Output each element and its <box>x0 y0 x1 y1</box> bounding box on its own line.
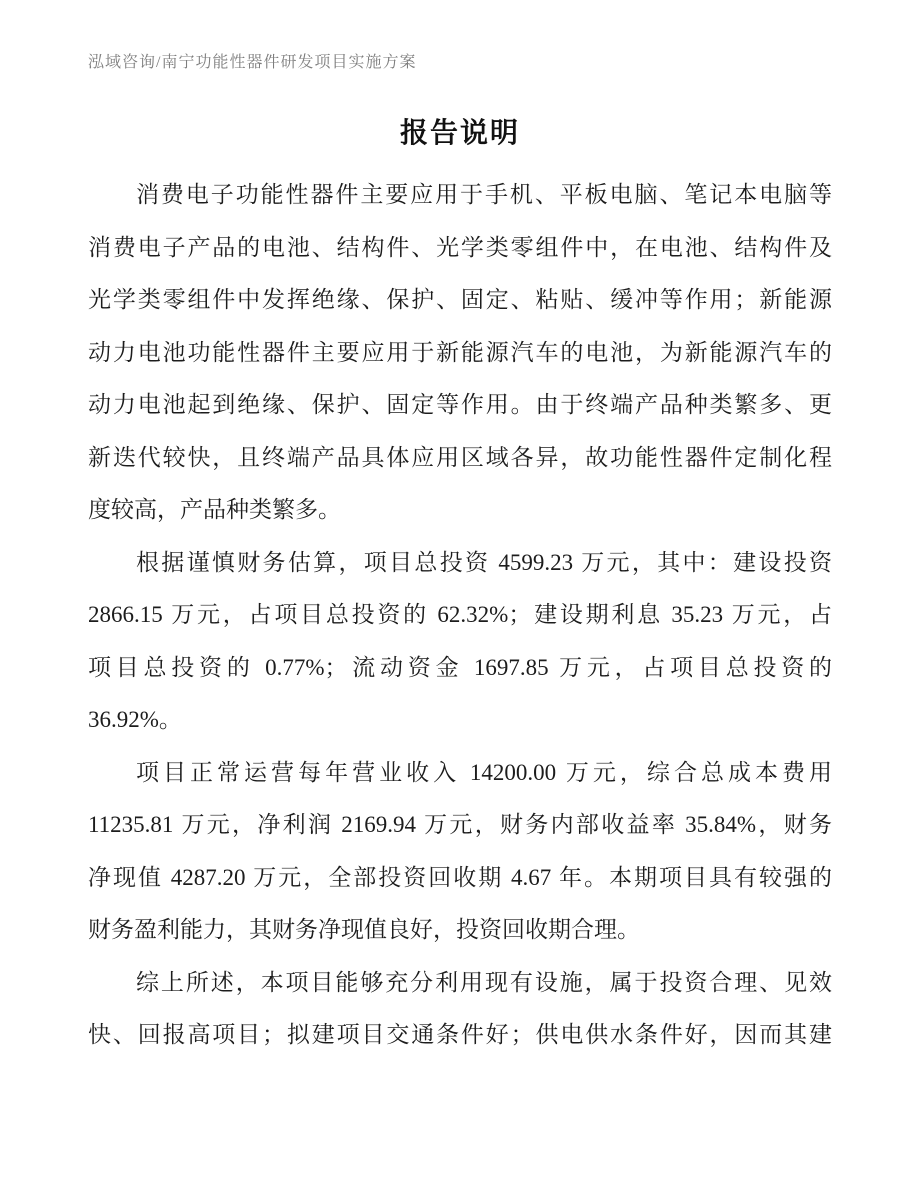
text-line: 消费电子功能性器件主要应用于手机、平板电脑、笔记本电脑等 <box>136 182 832 207</box>
text-line: 综上所述，本项目能够充分利用现有设施，属于投资合理、见效 <box>136 969 832 995</box>
text-line: 消费电子产品的电池、结构件、光学类零组件中，在电池、结构件及 <box>88 234 832 260</box>
page-title: 报告说明 <box>399 118 520 149</box>
text-line: 新迭代较快，且终端产品具体应用区域各异，故功能性器件定制化程 <box>88 444 832 470</box>
text-line: 36.92%。 <box>88 707 182 732</box>
document-body <box>88 169 832 1062</box>
text-line: 项目正常运营每年营业收入 14200.00 万元，综合总成本费用 <box>136 759 832 785</box>
text-line: 项目总投资的 0.77%；流动资金 1697.85 万元，占项目总投资的 <box>88 654 832 680</box>
text-line: 动力电池功能性器件主要应用于新能源汽车的电池，为新能源汽车的 <box>88 339 832 365</box>
text-line: 财务盈利能力，其财务净现值良好，投资回收期合理。 <box>88 917 640 942</box>
running-header: 泓域咨询/南宁功能性器件研发项目实施方案 <box>88 54 417 71</box>
text-line: 11235.81 万元，净利润 2169.94 万元，财务内部收益率 35.84%，财务 <box>88 812 832 837</box>
text-line: 净现值 4287.20 万元，全部投资回收期 4.67 年。本期项目具有较强的 <box>88 864 832 890</box>
text-line: 2866.15 万元，占项目总投资的 62.32%；建设期利息 35.23 万元，占 <box>88 602 832 627</box>
text-line: 根据谨慎财务估算，项目总投资 4599.23 万元，其中：建设投资 <box>136 549 832 575</box>
text-line: 度较高，产品种类繁多。 <box>88 497 341 522</box>
text-line: 动力电池起到绝缘、保护、固定等作用。由于终端产品种类繁多、更 <box>88 392 832 417</box>
text-line: 光学类零组件中发挥绝缘、保护、固定、粘贴、缓冲等作用；新能源 <box>88 287 832 312</box>
text-line: 快、回报高项目；拟建项目交通条件好；供电供水条件好，因而其建 <box>88 1022 832 1047</box>
